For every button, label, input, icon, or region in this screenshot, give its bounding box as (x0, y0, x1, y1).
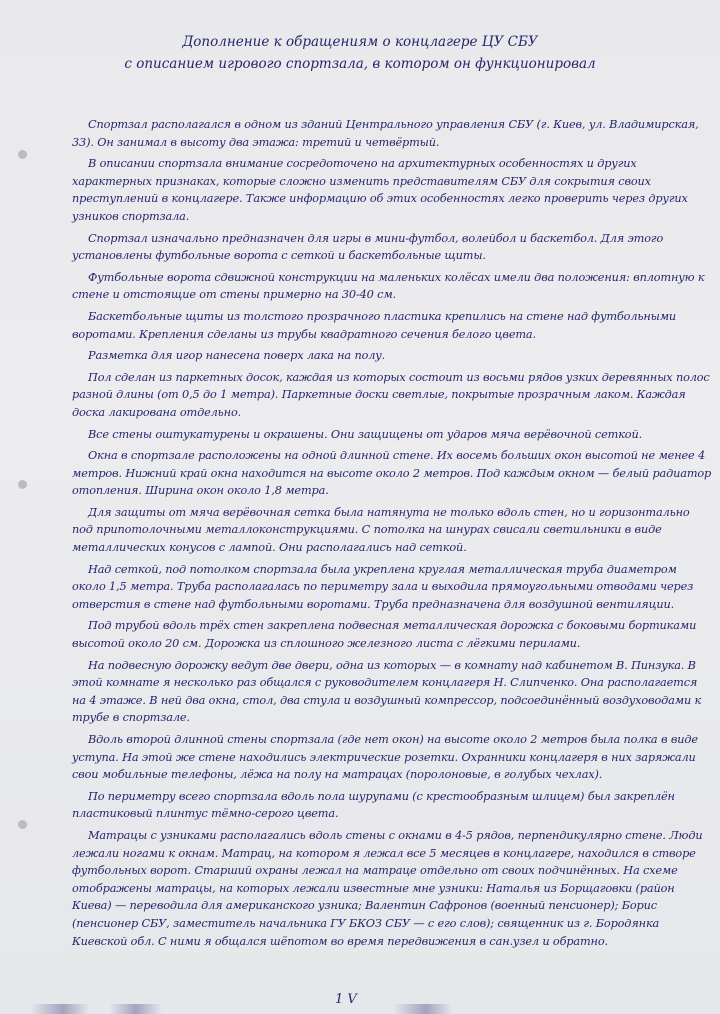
document-body (72, 116, 712, 954)
paragraph: Пол сделан из паркетных досок, каждая из которых состоит из восьми рядов узких деревянных полос разной длины (от 0,5 до 1 метра). Паркетные доски светлые, покрытые прозрачным лаком. Каждая доска лакирована отдельно. (72, 370, 710, 419)
paragraph: Спортзал изначально предназначен для игры в мини-футбол, волейбол и баскетбол. Для этого установлены футбольные ворота с сеткой и баскетбольные щиты. (72, 231, 664, 263)
paragraph: В описании спортзала внимание сосредоточено на архитектурных особенностях и других характерных признаках, которые сложно изменить представителям СБУ для сокрытия своих преступлений в концлагере. Также информацию об этих особенностях легко проверить через других узников спортзала. (72, 157, 688, 223)
paragraph: По периметру всего спортзала вдоль пола шурупами (с крестообразным шлицем) был закреплён пластиковый плинтус тёмно-серого цвета. (72, 789, 675, 821)
paragraph: Вдоль второй длинной стены спортзала (где нет окон) на высоте около 2 метров была полка в виде уступа. На этой же стене находились электрические розетки. Охранники концлагеря в них заряжали свои мобильные телефоны, лёжа на полу на матрацах (поролоновые, в голубых чехлах). (72, 733, 698, 782)
paragraph: Баскетбольные щиты из толстого прозрачного пластика крепились на стене над футбольными воротами. Крепления сделаны из трубы квадратного сечения белого цвета. (72, 309, 677, 341)
paragraph: Спортзал располагался в одном из зданий Центрального управления СБУ (г. Киев, ул. Владимирская, 33). Он занимал в высоту два этажа: третий и четвёртый. (72, 118, 699, 149)
paragraph: Футбольные ворота сдвижной конструкции на маленьких колёсах имели два положения: вплотную к стене и отстоящие от стены примерно на 30-40 см. (72, 270, 705, 302)
paragraph: Для защиты от мяча верёвочная сетка была натянута не только вдоль стен, но и горизонтально под припотолочными металлоконструкциями. С потолка на шнурах свисали светильники в виде металлических конусов с лампой. Они располагались над сеткой. (72, 505, 690, 555)
document-title-line-2: с описанием игрового спортзала, в котором он функционировал (124, 56, 596, 72)
paragraph: Разметка для игор нанесена поверх лака на полу. (88, 349, 386, 363)
bottom-edge-scribble (30, 1004, 690, 1014)
binder-hole (18, 150, 27, 159)
paragraph: Окна в спортзале расположены на одной длинной стене. Их восемь больших окон высотой не менее 4 метров. Нижний край окна находится на высоте около 2 метров. Под каждым окном — белый радиатор отопления. Ширина окон около 1,8 метра. (72, 449, 712, 498)
binder-hole (18, 820, 27, 829)
paragraph: Под трубой вдоль трёх стен закреплена подвесная металлическая дорожка с боковыми бортиками высотой около 20 см. Дорожка из сплошного железного листа с лёгкими перилами. (72, 619, 697, 651)
paragraph: Все стены оштукатурены и окрашены. Они защищены от ударов мяча верёвочной сеткой. (88, 427, 643, 441)
page-number: 1 V (335, 992, 357, 1007)
paragraph: Матрацы с узниками располагались вдоль стены с окнами в 4-5 рядов, перпендикулярно стене. Люди лежали ногами к окнам. Матрац, на котором я лежал все 5 месяцев в концлагере, находился в створе футбольных ворот. Старший охраны лежал на матраце отдельно от своих подчинённых. На схеме отображены матрацы, на которых лежали известные мне узники: Наталья из Борщаговки (район Киева) — переводила для американского узника; Валентин Сафронов (военный пенсионер); Борис (пенсионер СБУ, заместитель начальника ГУ БКОЗ СБУ — с его слов); священник из г. Бородянка Киевской обл. С ними я общался шёпотом во время передвижения в сан.узел и обратно. (72, 828, 703, 948)
document-title-line-1: Дополнение к обращениям о концлагере ЦУ СБУ (182, 34, 538, 50)
paragraph: На подвесную дорожку ведут две двери, одна из которых — в комнату над кабинетом В. Пинзука. В этой комнате я несколько раз общался с руководителем концлагеря Н. Слипченко. Она располагается на 4 этаже. В ней два окна, стол, два стула и воздушный компрессор, подсоединённый воздуховодами к трубе в спортзале. (72, 658, 702, 725)
binder-hole (18, 480, 27, 489)
paragraph: Над сеткой, под потолком спортзала была укреплена круглая металлическая труба диаметром около 1,5 метра. Труба располагалась по периметру зала и выходила прямоугольными отводами через отверстия в стене над футбольными воротами. Труба предназначена для воздушной вентиляции. (72, 562, 694, 611)
